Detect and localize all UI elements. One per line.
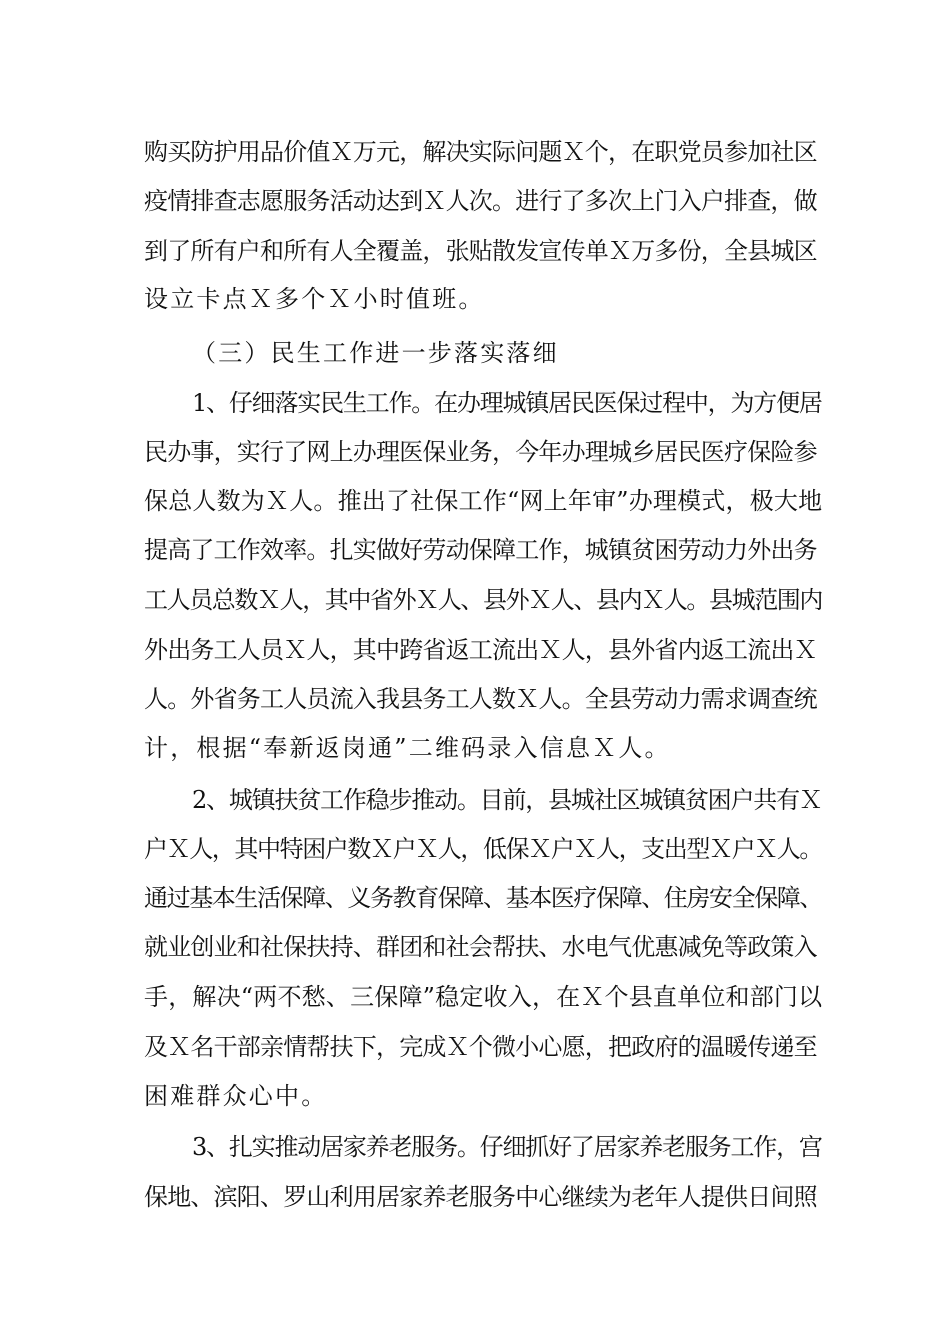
text-line: 疫情排查志愿服务活动达到Ｘ人次。进行了多次上门入户排查，做 <box>144 187 817 215</box>
text-line: 保地、滨阳、罗山利用居家养老服务中心继续为老年人提供日间照 <box>144 1183 817 1211</box>
text-line: 2、城镇扶贫工作稳步推动。目前，县城社区城镇贫困户共有Ｘ <box>192 786 822 814</box>
text-line: 计，根据“奉新返岗通”二维码录入信息Ｘ人。 <box>144 734 671 762</box>
text-line: 民办事，实行了网上办理医保业务，今年办理城乡居民医疗保险参 <box>144 438 817 466</box>
text-line: 购买防护用品价值Ｘ万元，解决实际问题Ｘ个，在职党员参加社区 <box>144 138 817 166</box>
text-line: 困难群众心中。 <box>144 1082 328 1110</box>
text-line: 设立卡点Ｘ多个Ｘ小时值班。 <box>144 285 485 313</box>
text-line: 及Ｘ名干部亲情帮扶下，完成Ｘ个微小心愿，把政府的温暖传递至 <box>144 1033 817 1061</box>
text-line: 保总人数为Ｘ人。推出了社保工作“网上年审”办理模式，极大地 <box>144 487 823 515</box>
section-heading: （三）民生工作进一步落实落细 <box>192 339 559 367</box>
text-line: 户Ｘ人，其中特困户数Ｘ户Ｘ人，低保Ｘ户Ｘ人，支出型Ｘ户Ｘ人。 <box>144 835 822 863</box>
text-line: 3、扎实推动居家养老服务。仔细抓好了居家养老服务工作，宫 <box>192 1133 822 1161</box>
text-line: 1、仔细落实民生工作。在办理城镇居民医保过程中，为方便居 <box>192 389 822 417</box>
text-line: 提高了工作效率。扎实做好劳动保障工作，城镇贫困劳动力外出务 <box>144 536 817 564</box>
text-line: 外出务工人员Ｘ人，其中跨省返工流出Ｘ人，县外省内返工流出Ｘ <box>144 636 817 664</box>
text-line: 人。外省务工人员流入我县务工人数Ｘ人。全县劳动力需求调查统 <box>144 685 817 713</box>
text-line: 到了所有户和所有人全覆盖，张贴散发宣传单Ｘ万多份，全县城区 <box>144 237 817 265</box>
text-line: 就业创业和社保扶持、群团和社会帮扶、水电气优惠减免等政策入 <box>144 933 817 961</box>
text-line: 工人员总数Ｘ人，其中省外Ｘ人、县外Ｘ人、县内Ｘ人。县城范围内 <box>144 586 822 614</box>
text-line: 通过基本生活保障、义务教育保障、基本医疗保障、住房安全保障、 <box>144 884 822 912</box>
text-line: 手，解决“两不愁、三保障”稳定收入，在Ｘ个县直单位和部门以 <box>144 983 823 1011</box>
